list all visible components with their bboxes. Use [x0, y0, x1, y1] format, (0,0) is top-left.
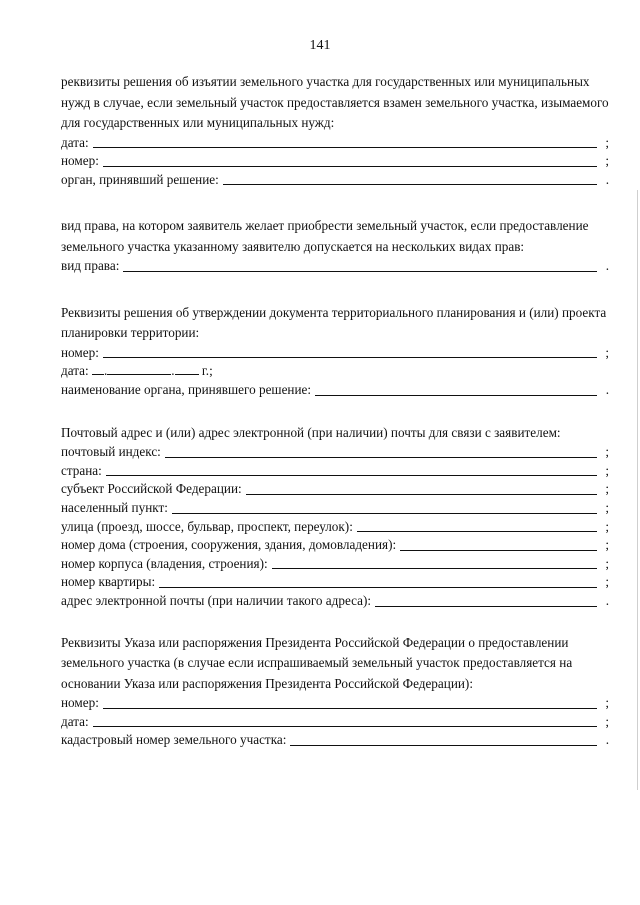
field-row-street: [61, 518, 609, 537]
field-row-number: [61, 344, 609, 363]
date-month-blank[interactable]: [107, 362, 171, 375]
section-intro: Почтовый адрес и (или) адрес электронной (при наличии) почты для связи с заявителем:: [61, 424, 561, 440]
scan-edge: [637, 190, 638, 790]
field-terminator: ;: [605, 713, 609, 729]
fill-line[interactable]: [103, 166, 597, 167]
page-number: 141: [309, 38, 331, 53]
section-right-type: [61, 216, 609, 276]
field-label: наименование органа, принявшего решение:: [61, 382, 312, 398]
form-content: [61, 72, 609, 770]
field-label: номер:: [61, 153, 99, 169]
field-terminator: ;: [605, 518, 609, 534]
field-terminator: ;: [605, 153, 609, 169]
fill-line[interactable]: [165, 457, 597, 458]
field-row-number: [61, 694, 609, 713]
section-postal-address: [61, 423, 609, 611]
field-label: адрес электронной почты (при наличии такого адреса):: [61, 592, 372, 608]
section-presidential-decree: [61, 633, 609, 750]
section-intro: вид права, на котором заявитель желает приобрести земельный участок, если предоставление земельного участка указанному заявителю допускается на нескольких видах прав:: [61, 218, 589, 254]
fill-line[interactable]: [103, 357, 597, 358]
field-row-date: дата: . . г.;: [61, 363, 213, 379]
field-terminator: .: [605, 592, 609, 608]
field-terminator: ;: [605, 134, 609, 150]
field-terminator: .: [605, 258, 609, 274]
field-label: орган, принявший решение:: [61, 171, 219, 187]
fill-line[interactable]: [93, 726, 597, 727]
field-row-authority: [61, 171, 609, 190]
section-intro: Реквизиты Указа или распоряжения Президента Российской Федерации о предоставлении земельного участка (в случае если испрашиваемый земельный участок предоставляется на основании Указа или распоряжения Президента Российской Федерации):: [61, 634, 573, 691]
field-label: номер квартиры:: [61, 574, 156, 590]
fill-line[interactable]: [159, 587, 597, 588]
field-row-region: [61, 480, 609, 499]
field-row-apartment: [61, 573, 609, 592]
fill-line[interactable]: [223, 184, 597, 185]
section-intro: реквизиты решения об изъятии земельного участка для государственных или муниципальных нужд в случае, если земельный участок предоставляется взамен земельного участка, изымаемого для государственных или муниципальных нужд:: [61, 74, 609, 130]
section-planning-decision: [61, 303, 609, 400]
field-label: почтовый индекс:: [61, 444, 161, 460]
section-intro: Реквизиты решения об утверждении документа территориального планирования и (или) проекта планировки территории:: [61, 304, 607, 341]
fill-line[interactable]: [375, 606, 597, 607]
date-year-blank[interactable]: [175, 362, 199, 375]
date-day-blank[interactable]: [92, 362, 104, 375]
fill-line[interactable]: [272, 568, 597, 569]
field-row-building: [61, 555, 609, 574]
field-label: номер:: [61, 344, 99, 360]
field-row-authority-name: [61, 381, 609, 400]
field-row-postal-code: [61, 443, 609, 462]
field-row-locality: [61, 499, 609, 518]
field-label: улица (проезд, шоссе, бульвар, проспект, переулок):: [61, 518, 353, 534]
field-row-date: [61, 134, 609, 153]
field-label: страна:: [61, 462, 102, 478]
field-label: дата:: [61, 363, 89, 379]
fill-line[interactable]: [123, 271, 597, 272]
field-row-cadastral-number: [61, 731, 609, 750]
field-label: номер:: [61, 695, 99, 710]
field-label: вид права:: [61, 258, 120, 274]
fill-line[interactable]: [106, 475, 597, 476]
fill-line[interactable]: [246, 494, 597, 495]
field-label: номер дома (строения, сооружения, здания, домовладения):: [61, 537, 397, 553]
field-row-date: [61, 713, 609, 732]
field-row-number: [61, 152, 609, 171]
field-terminator: ;: [605, 499, 609, 515]
date-year-suffix: г.;: [201, 363, 213, 379]
fill-line[interactable]: [93, 147, 597, 148]
field-terminator: .: [605, 171, 609, 187]
fill-line[interactable]: [290, 745, 597, 746]
fill-line[interactable]: [315, 395, 597, 396]
field-row-country: [61, 462, 609, 481]
fill-line[interactable]: [357, 531, 597, 532]
field-label: дата:: [61, 134, 89, 150]
field-label: дата:: [61, 713, 89, 729]
field-terminator: ;: [605, 344, 609, 360]
field-terminator: ;: [605, 574, 609, 590]
field-terminator: .: [605, 732, 609, 748]
field-terminator: ;: [605, 481, 609, 497]
field-terminator: .: [605, 382, 609, 398]
field-terminator: ;: [605, 537, 609, 553]
field-terminator: ;: [605, 462, 609, 478]
section-seizure-decision: [61, 72, 609, 189]
field-terminator: ;: [605, 555, 609, 571]
field-row-email: [61, 592, 609, 611]
fill-line[interactable]: [400, 550, 597, 551]
field-row-right-type: [61, 257, 609, 276]
fill-line[interactable]: [172, 513, 597, 514]
field-terminator: ;: [605, 695, 609, 710]
field-label: кадастровый номер земельного участка:: [61, 732, 287, 748]
fill-line[interactable]: [103, 708, 597, 709]
field-label: номер корпуса (владения, строения):: [61, 555, 268, 571]
field-terminator: ;: [605, 444, 609, 460]
field-label: субъект Российской Федерации:: [61, 481, 242, 497]
field-row-house: [61, 536, 609, 555]
field-label: населенный пункт:: [61, 499, 168, 515]
